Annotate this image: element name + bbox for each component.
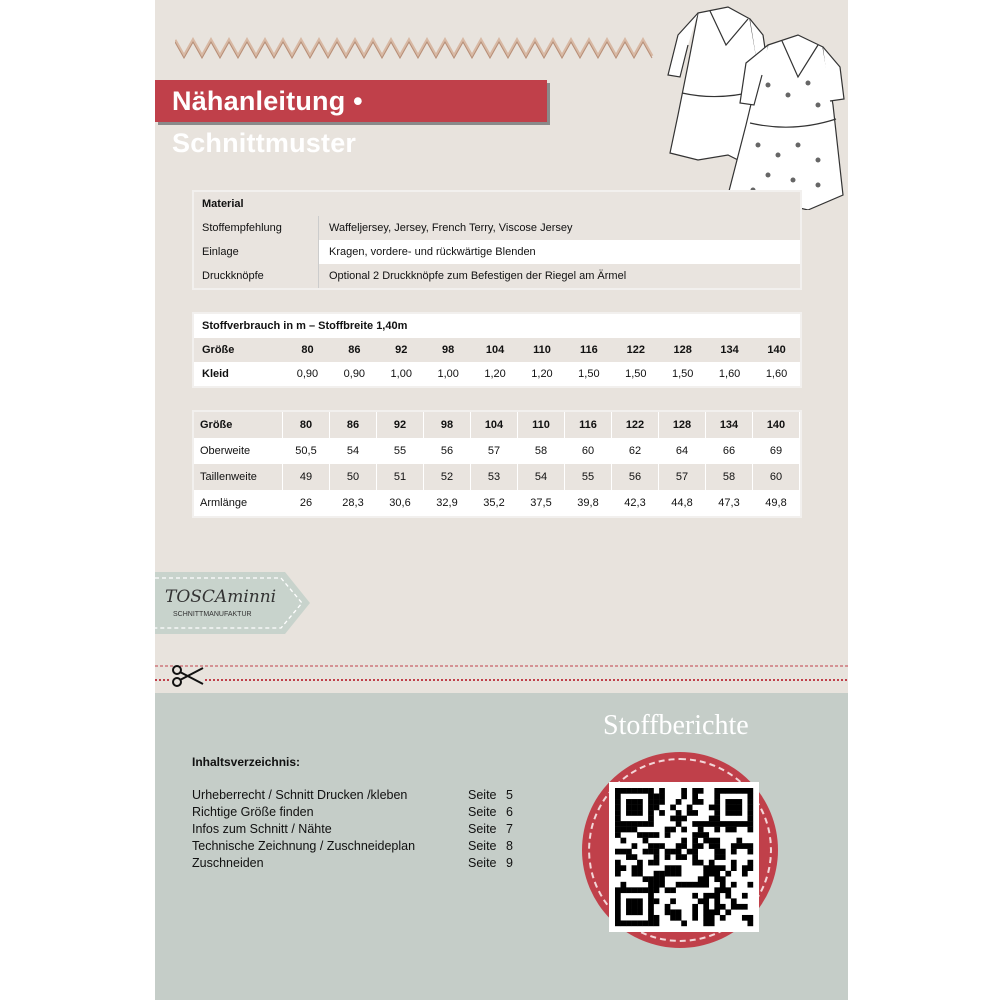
size-cell: 98 — [425, 338, 472, 362]
size-cell: 92 — [377, 412, 424, 438]
bust-label: Oberweite — [194, 438, 283, 464]
size-cell: 86 — [331, 338, 378, 362]
measure-cell: 54 — [330, 438, 377, 464]
measure-cell: 42,3 — [612, 490, 659, 516]
measure-cell: 39,8 — [565, 490, 612, 516]
measure-cell: 44,8 — [659, 490, 706, 516]
usage-cell: 1,00 — [390, 368, 412, 380]
logo-subtitle: SCHNITTMANUFAKTUR — [173, 611, 252, 618]
measure-cell: 35,2 — [471, 490, 518, 516]
size-cell: 140 — [753, 412, 800, 438]
size-cell: 116 — [565, 338, 612, 362]
table-of-contents — [192, 788, 532, 873]
toc-entry — [192, 788, 532, 805]
size-cell: 122 — [612, 338, 659, 362]
material-title: Material — [194, 192, 800, 216]
tosca-minni-logo — [155, 570, 315, 636]
size-cell: 98 — [424, 412, 471, 438]
logo-name: TOSCAminni — [165, 587, 277, 607]
toc-entry — [192, 805, 532, 822]
toc-page-number: 6 — [506, 805, 513, 819]
measure-cell: 58 — [706, 464, 753, 490]
measure-cell: 51 — [377, 464, 424, 490]
size-label: Größe — [194, 338, 284, 362]
measure-cell: 49 — [283, 464, 330, 490]
measure-cell: 28,3 — [330, 490, 377, 516]
measure-cell: 62 — [612, 438, 659, 464]
usage-cell: 1,60 — [765, 368, 788, 380]
size-label: Größe — [194, 412, 283, 438]
toc-entry — [192, 822, 532, 839]
toc-entry — [192, 839, 532, 856]
fabric-usage-table — [192, 312, 802, 388]
qr-code[interactable] — [609, 782, 759, 932]
usage-cell: 0,90 — [296, 368, 319, 380]
scissors-icon — [173, 666, 203, 686]
size-cell: 92 — [378, 338, 425, 362]
page-title: Nähanleitung • Schnittmuster — [155, 80, 547, 122]
material-value: Optional 2 Druckknöpfe zum Befestigen der Riegel am Ärmel — [319, 264, 800, 288]
measure-cell: 55 — [565, 464, 612, 490]
measure-cell: 47,3 — [706, 490, 753, 516]
usage-cell: 1,60 — [718, 368, 741, 380]
measure-cell: 50,5 — [283, 438, 330, 464]
measure-cell: 30,6 — [377, 490, 424, 516]
toc-entry-label: Technische Zeichnung / Zuschneideplan — [192, 839, 416, 853]
qr-code-icon — [609, 782, 759, 932]
dress-row-label: Kleid — [202, 368, 229, 380]
measure-cell: 55 — [377, 438, 424, 464]
usage-cell: 1,00 — [437, 368, 459, 380]
size-cell: 80 — [283, 412, 330, 438]
toc-page-number: 5 — [506, 788, 513, 802]
dress-illustration — [658, 5, 848, 210]
size-cell: 86 — [330, 412, 377, 438]
usage-cell: 1,50 — [625, 368, 647, 380]
material-value: Waffeljersey, Jersey, French Terry, Viscose Jersey — [319, 216, 800, 240]
measure-cell: 60 — [565, 438, 612, 464]
size-cell: 140 — [753, 338, 800, 362]
toc-entry-label: Urheberrecht / Schnitt Drucken /kleben — [192, 788, 408, 802]
measure-cell: 52 — [424, 464, 471, 490]
toc-page-word: Seite — [468, 856, 497, 870]
size-cell: 134 — [706, 412, 753, 438]
cut-line — [155, 660, 848, 690]
fabric-usage-title: Stoffverbrauch in m – Stoffbreite 1,40m — [202, 320, 408, 332]
usage-cell: 1,20 — [484, 368, 506, 380]
measure-cell: 26 — [283, 490, 330, 516]
material-value: Kragen, vordere- und rückwärtige Blenden — [329, 246, 536, 258]
material-table — [192, 190, 802, 290]
stoffberichte-title: Stoffberichte — [603, 710, 749, 741]
measure-cell: 50 — [330, 464, 377, 490]
measure-cell: 49,8 — [753, 490, 800, 516]
measure-cell: 57 — [471, 438, 518, 464]
size-cell: 110 — [518, 412, 565, 438]
size-measurements-table — [192, 410, 802, 518]
size-cell: 116 — [565, 412, 612, 438]
material-label: Druckknöpfe — [194, 264, 319, 288]
toc-page-word: Seite — [468, 822, 497, 836]
material-label: Stoffempfehlung — [194, 216, 319, 240]
measure-cell: 32,9 — [424, 490, 471, 516]
toc-page-number: 9 — [506, 856, 513, 870]
measure-cell: 53 — [471, 464, 518, 490]
toc-entry-label: Richtige Größe finden — [192, 805, 314, 819]
size-cell: 122 — [612, 412, 659, 438]
size-cell: 128 — [659, 338, 706, 362]
pattern-page — [155, 0, 848, 1000]
measure-cell: 64 — [659, 438, 706, 464]
measure-cell: 58 — [518, 438, 565, 464]
size-cell: 110 — [519, 338, 566, 362]
measure-cell: 60 — [753, 464, 800, 490]
toc-page-word: Seite — [468, 805, 497, 819]
size-cell: 104 — [471, 412, 518, 438]
usage-cell: 1,50 — [671, 368, 694, 380]
size-cell: 128 — [659, 412, 706, 438]
toc-page-word: Seite — [468, 839, 497, 853]
toc-entry-label: Zuschneiden — [192, 856, 264, 870]
measure-cell: 56 — [424, 438, 471, 464]
size-cell: 104 — [472, 338, 519, 362]
zigzag-stitch-decoration — [175, 30, 655, 70]
measure-cell: 54 — [518, 464, 565, 490]
material-label: Einlage — [194, 240, 319, 264]
measure-cell: 56 — [612, 464, 659, 490]
waist-label: Taillenweite — [194, 464, 283, 490]
measure-cell: 37,5 — [518, 490, 565, 516]
measure-cell: 69 — [753, 438, 800, 464]
measure-cell: 66 — [706, 438, 753, 464]
usage-cell: 1,50 — [578, 368, 600, 380]
toc-title: Inhaltsverzeichnis: — [192, 755, 301, 769]
toc-page-word: Seite — [468, 788, 497, 802]
toc-entry — [192, 856, 532, 873]
arm-length-label: Armlänge — [194, 490, 283, 516]
usage-cell: 1,20 — [531, 368, 553, 380]
measure-cell: 57 — [659, 464, 706, 490]
usage-cell: 0,90 — [343, 368, 366, 380]
toc-page-number: 8 — [506, 839, 513, 853]
toc-entry-label: Infos zum Schnitt / Nähte — [192, 822, 332, 836]
toc-page-number: 7 — [506, 822, 513, 836]
size-cell: 134 — [706, 338, 753, 362]
size-cell: 80 — [284, 338, 331, 362]
